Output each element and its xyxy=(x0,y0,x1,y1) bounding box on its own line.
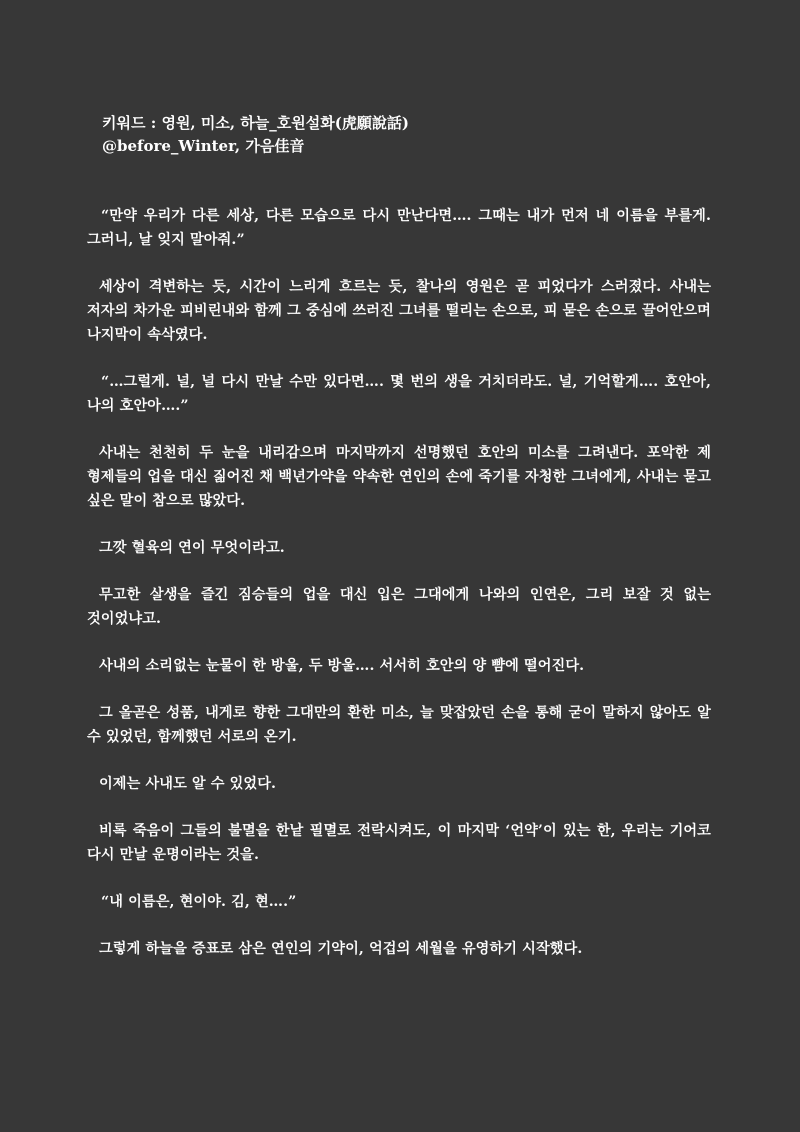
paragraph: 사내의 소리없는 눈물이 한 방울, 두 방울…. 서서히 호안의 양 뺨에 떨어진다. xyxy=(99,658,585,674)
paragraph: 사내는 천천히 두 눈을 내리감으며 마지막까지 선명했던 호안의 미소를 그려낸다. 포악한 제 형제들의 업을 대신 짊어진 채 백년가약을 약속한 연인의 손에 죽기를 자청한 그녀에게, 사내는 묻고 싶은 말이 참으로 많았다. xyxy=(87,445,711,509)
story-body xyxy=(87,204,711,984)
keywords-line: 키워드 : 영원, 미소, 하늘_호원설화(虎願說話) xyxy=(102,114,409,132)
paragraph: “내 이름은, 현이야. 김, 현….” xyxy=(101,894,297,910)
paragraph: 세상이 격변하는 듯, 시간이 느리게 흐르는 듯, 찰나의 영원은 곧 피었다가 스러졌다. 사내는 저자의 차가운 피비린내와 함께 그 중심에 쓰러진 그녀를 떨리는 손으로, 피 묻은 손으로 끌어안으며 나지막이 속삭였다. xyxy=(87,279,711,343)
paragraph: 그깟 혈육의 연이 무엇이라고. xyxy=(99,540,285,556)
paragraph: “…그럴게. 널, 널 다시 만날 수만 있다면…. 몇 번의 생을 거치더라도. 널, 기억할게…. 호안아, 나의 호안아….” xyxy=(87,374,711,414)
paragraph: 이제는 사내도 알 수 있었다. xyxy=(99,776,277,792)
paragraph: 그 올곧은 성품, 내게로 향한 그대만의 환한 미소, 늘 맞잡았던 손을 통해 굳이 말하지 않아도 알 수 있었던, 함께했던 서로의 온기. xyxy=(87,705,711,745)
byline: @before_Winter, 가음佳音 xyxy=(102,137,305,155)
paragraph: 비록 죽음이 그들의 불멸을 한낱 필멸로 전락시켜도, 이 마지막 ‘언약’이 있는 한, 우리는 기어코 다시 만날 운명이라는 것을. xyxy=(87,823,711,863)
paragraph: “만약 우리가 다른 세상, 다른 모습으로 다시 만난다면…. 그때는 내가 먼저 네 이름을 부를게. 그러니, 날 잊지 말아줘.” xyxy=(87,208,711,248)
header-block xyxy=(102,112,722,158)
paragraph: 그렇게 하늘을 증표로 삼은 연인의 기약이, 억겁의 세월을 유영하기 시작했다. xyxy=(99,941,583,957)
paragraph: 무고한 살생을 즐긴 짐승들의 업을 대신 입은 그대에게 나와의 인연은, 그리 보잘 것 없는 것이었냐고. xyxy=(87,587,711,627)
